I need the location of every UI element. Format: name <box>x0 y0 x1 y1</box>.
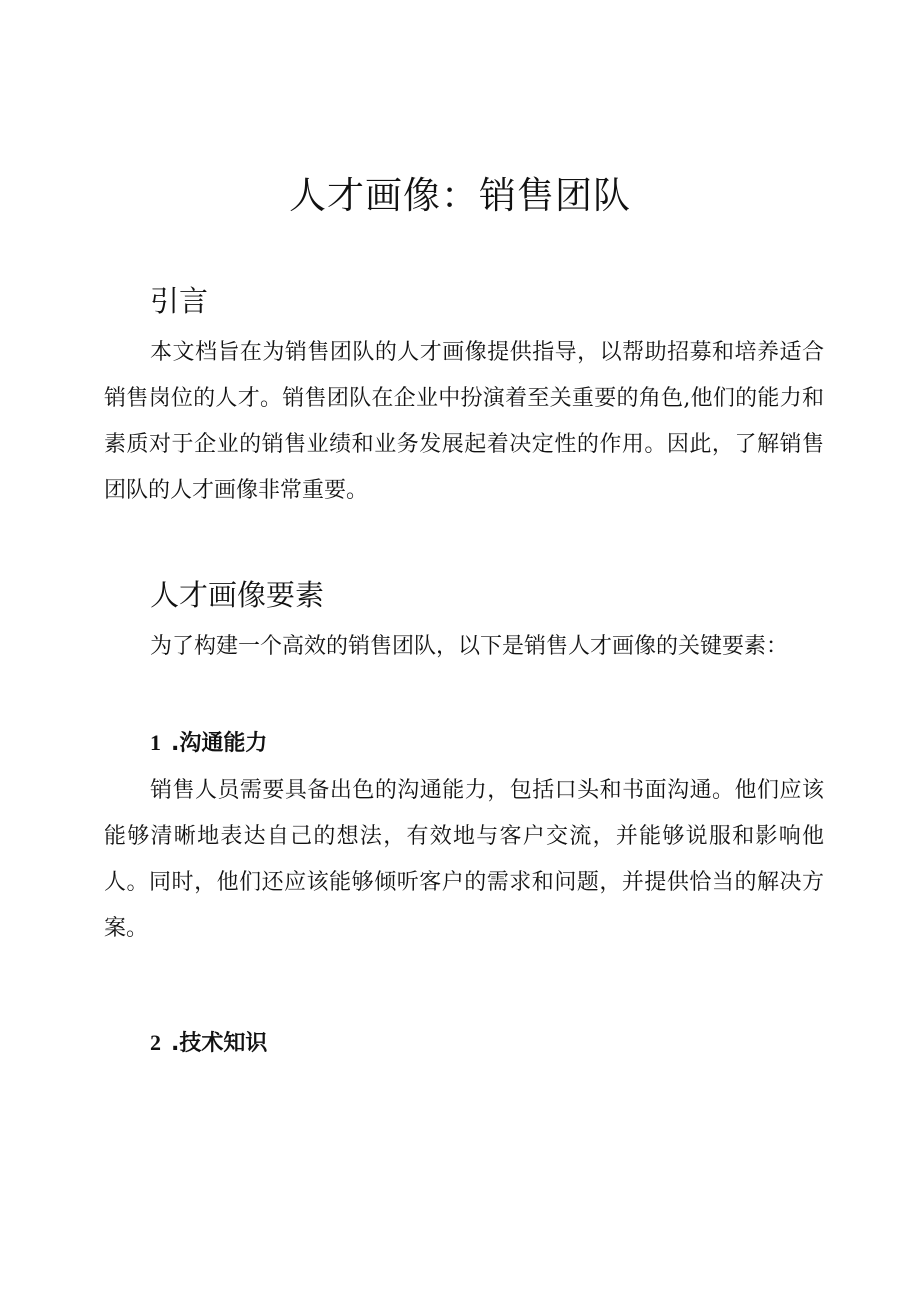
item-number: 2 <box>150 1030 161 1055</box>
document-title: 人才画像：销售团队 <box>289 174 631 217</box>
item-title: .技术知识 <box>171 1031 268 1056</box>
item-heading-communication <box>150 730 267 757</box>
item-heading-technical-knowledge <box>150 1030 267 1057</box>
section-heading-introduction: 引言 <box>150 284 209 318</box>
item-number: 1 <box>150 730 161 755</box>
talent-profile-elements-paragraph: 为了构建一个高效的销售团队，以下是销售人才画像的关键要素： <box>150 634 789 659</box>
introduction-paragraph: 本文档旨在为销售团队的人才画像提供指导，以帮助招募和培养适合销售岗位的人才。销售团队在企业中扮演着至关重要的角色,他们的能力和素质对于企业的销售业绩和业务发展起着决定性的作用。因此，了解销售团队的人才画像非常重要。 <box>104 340 824 503</box>
section-heading-talent-profile-elements: 人才画像要素 <box>150 578 325 612</box>
communication-paragraph: 销售人员需要具备出色的沟通能力，包括口头和书面沟通。他们应该能够清晰地表达自己的想法，有效地与客户交流，并能够说服和影响他人。同时，他们还应该能够倾听客户的需求和问题，并提供恰当的解决方案。 <box>104 778 824 941</box>
item-title: .沟通能力 <box>171 731 268 756</box>
